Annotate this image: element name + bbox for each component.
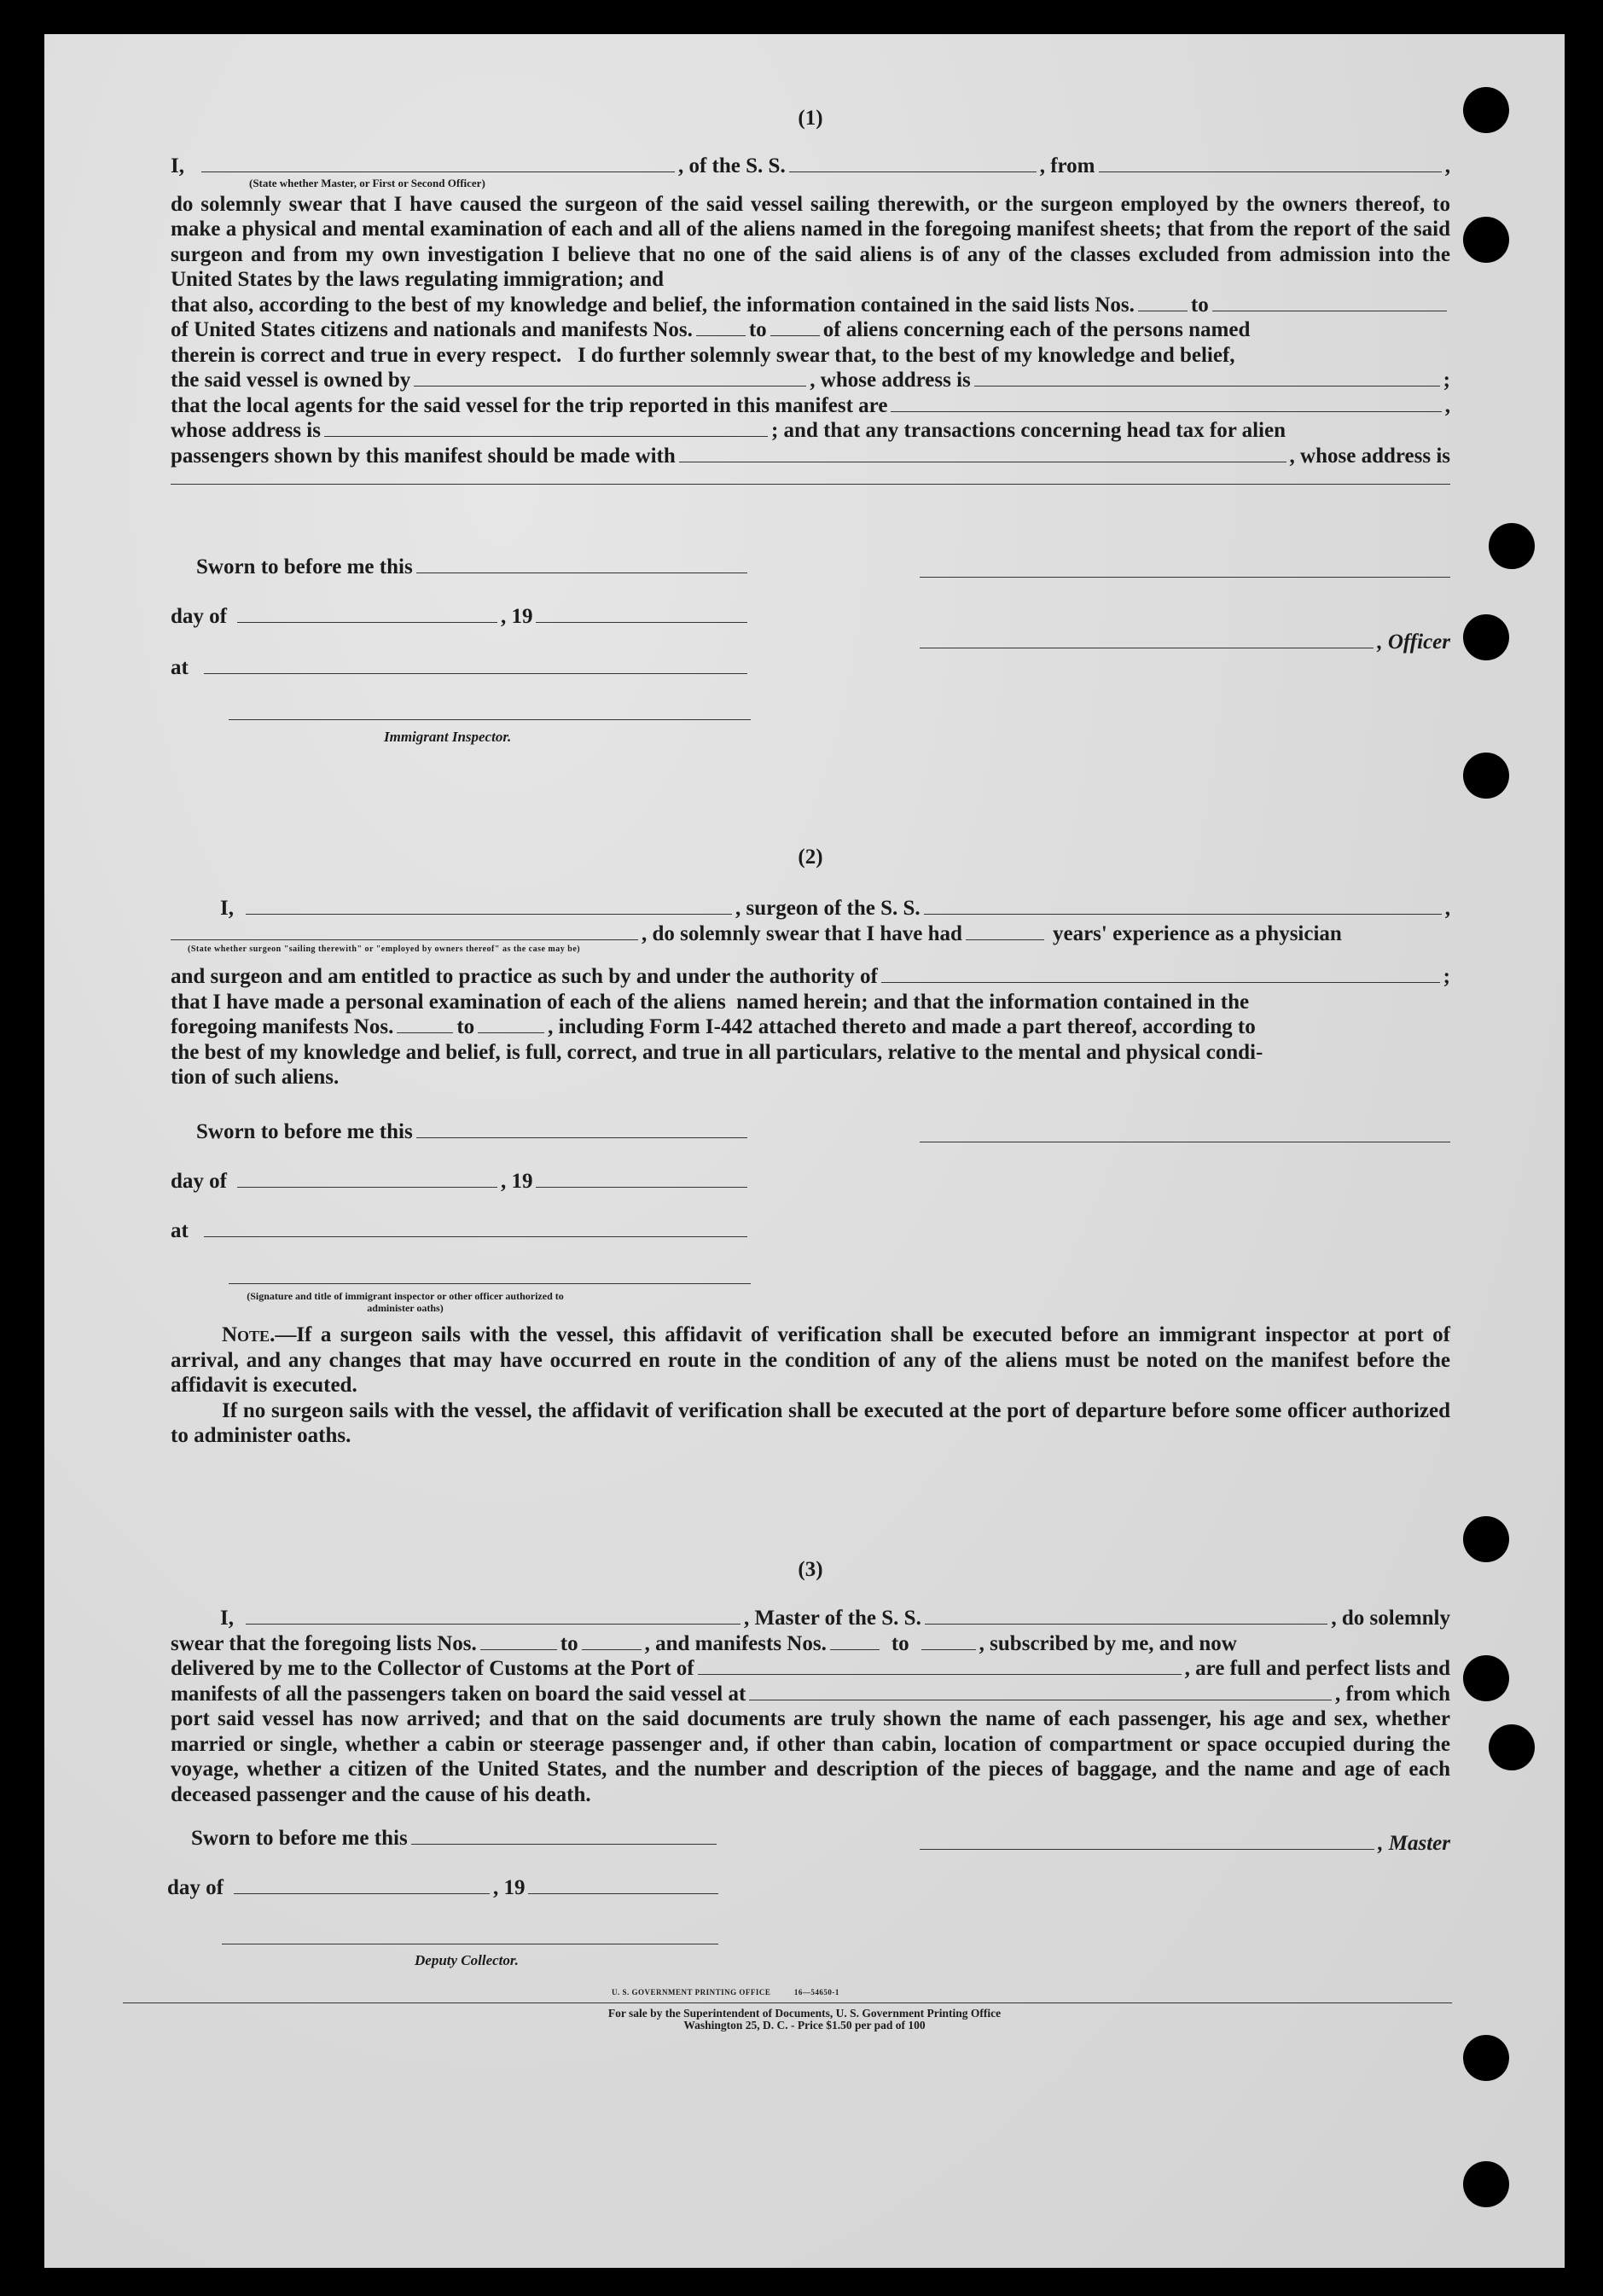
sale-line-2: Washington 25, D. C. - Price $1.50 per pad of 100 <box>683 2019 926 2032</box>
section-1-citizens-line <box>171 317 1450 343</box>
text: ; <box>1443 965 1450 988</box>
text: the said vessel is owned by <box>171 369 411 392</box>
text: , and manifests Nos. <box>644 1631 827 1655</box>
text: Sworn to before me this <box>196 555 413 578</box>
text: delivered by me to the Collector of Customs at the Port of <box>171 1657 694 1680</box>
note-block <box>171 1322 1450 1449</box>
text: to <box>456 1015 475 1038</box>
at-place-field-1[interactable] <box>204 658 747 674</box>
binder-hole-1 <box>1463 87 1509 133</box>
signature-note: (Signature and title of immigrant inspector or other officer authorized to administer oaths) <box>247 1290 564 1314</box>
text: , are full and perfect lists and <box>1184 1657 1450 1680</box>
manifests-to-field[interactable] <box>770 320 820 336</box>
deputy-label: Deputy Collector. <box>415 1952 519 1968</box>
text: at <box>171 656 189 679</box>
day-field-3[interactable] <box>234 1878 490 1894</box>
binder-hole-10 <box>1463 2161 1509 2207</box>
sworn-date-field-3[interactable] <box>411 1828 717 1845</box>
text: of United States citizens and nationals and manifests Nos. <box>171 318 693 341</box>
text: , <box>1444 393 1450 417</box>
section-2-line-2 <box>171 921 1450 947</box>
sale-notice <box>44 2008 1565 2032</box>
day-of-line-1 <box>171 604 751 630</box>
at-place-field-2[interactable] <box>204 1221 747 1237</box>
text: , Master of the S. S. <box>743 1607 921 1630</box>
master-vessel-field[interactable] <box>925 1608 1328 1625</box>
text: tion of such aliens. <box>171 1066 340 1089</box>
text: therein is correct and true in every respect. I do further solemnly swear that, to the best of my knowledge and belief, <box>171 343 1235 367</box>
authority-field[interactable] <box>881 967 1440 983</box>
years-experience-field[interactable] <box>966 924 1044 940</box>
section-1-correct-line <box>171 343 1450 369</box>
day-field-2[interactable] <box>237 1171 497 1188</box>
officer-label: , Officer <box>1377 631 1450 654</box>
text: day of <box>171 605 227 628</box>
lists-to-field[interactable] <box>1212 295 1447 311</box>
text: , 19 <box>500 605 533 628</box>
at-line-1 <box>171 655 751 681</box>
at-line-2 <box>171 1218 751 1244</box>
text: , 19 <box>500 1170 533 1193</box>
head-tax-contact-field[interactable] <box>679 446 1286 462</box>
day-field-1[interactable] <box>237 607 497 623</box>
master-signature-line <box>920 1831 1450 1857</box>
section-3-line-1 <box>171 1606 1450 1631</box>
text: , <box>1444 897 1450 920</box>
section-1-owned-line <box>171 368 1450 393</box>
text: passengers shown by this manifest should be made with <box>171 444 676 468</box>
sworn-line-2 <box>196 1119 751 1145</box>
section-1-body: do solemnly swear that I have caused the surgeon of the said vessel sailing therewith, or the surgeon employed by the owners thereof, to make a physical and mental examination of each and all of the aliens named in the foregoing manifest sheets; that from the report of the said surgeon and from my own investigation I believe that no one of the said aliens is of any of the classes excluded from admission into the United States by the laws regulating immigration; and <box>171 192 1450 291</box>
text: , subscribed by me, and now <box>979 1631 1237 1655</box>
text: , from which <box>1335 1682 1450 1706</box>
inspector-label: Immigrant Inspector. <box>384 729 512 745</box>
text: I, <box>220 897 234 920</box>
note-paragraph-1 <box>171 1322 1450 1398</box>
binder-hole-4 <box>1463 614 1509 660</box>
port-field[interactable] <box>698 1659 1182 1675</box>
year-field-3[interactable] <box>528 1878 718 1894</box>
lists-to-field-3[interactable] <box>582 1634 642 1650</box>
officer-signature-line[interactable] <box>920 577 1450 578</box>
binder-hole-9 <box>1463 2035 1509 2081</box>
section-1-passengers-line <box>171 444 1450 469</box>
master-label: , Master <box>1378 1832 1450 1855</box>
form-page <box>44 34 1565 2268</box>
text: , 19 <box>492 1876 526 1899</box>
master-signature-field[interactable] <box>920 1834 1374 1850</box>
text: to <box>748 318 767 341</box>
text: of aliens concerning each of the persons named <box>822 318 1251 341</box>
text: I, <box>171 154 184 177</box>
text: , <box>1444 154 1450 177</box>
authorized-officer-signature-line[interactable] <box>229 1283 751 1284</box>
text: , from <box>1039 154 1095 177</box>
note-label: Note. <box>222 1323 276 1346</box>
text: , do solemnly <box>1331 1607 1450 1630</box>
section-2-exam-line <box>171 990 1450 1015</box>
vessel-name-field[interactable] <box>789 156 1037 172</box>
sworn-line-1 <box>196 555 751 580</box>
section-1-lists-line <box>171 293 1450 318</box>
note-paragraph-2: If no surgeon sails with the vessel, the affidavit of verification shall be executed at the port of departure before some officer authorized to administer oaths. <box>171 1398 1450 1447</box>
text: , do solemnly swear that I have had <box>642 921 962 945</box>
manifests-from-field-3[interactable] <box>830 1634 880 1650</box>
text: , surgeon of the S. S. <box>735 897 921 920</box>
printing-office-line: U. S. GOVERNMENT PRINTING OFFICE 16—54650-1 <box>612 1988 839 1997</box>
owner-address-field[interactable] <box>974 370 1440 387</box>
sworn-line-3 <box>191 1826 720 1851</box>
owner-field[interactable] <box>414 370 806 387</box>
year-field-1[interactable] <box>536 607 747 623</box>
text: to <box>891 1631 909 1655</box>
text: Sworn to before me this <box>191 1827 408 1850</box>
manifests-from-field[interactable] <box>696 320 746 336</box>
text: , including Form I-442 attached thereto and made a part thereof, according to <box>548 1015 1256 1038</box>
officer-name-field[interactable] <box>201 156 675 172</box>
text: Sworn to before me this <box>196 1120 413 1143</box>
text: the best of my knowledge and belief, is full, correct, and true in all particulars, relative to the mental and physical condi- <box>171 1040 1263 1064</box>
lists-from-field[interactable] <box>1138 295 1188 311</box>
officer-line <box>920 630 1450 655</box>
section-3-line-4 <box>171 1682 1450 1707</box>
text: ; and that any transactions concerning head tax for alien <box>770 419 1286 442</box>
surgeon-note: (State whether surgeon "sailing therewith" or "employed by owners thereof" as the case may be) <box>188 945 581 954</box>
inspector-signature-line[interactable] <box>229 719 751 720</box>
agents-address-field[interactable] <box>324 421 768 437</box>
section-1-line-1 <box>171 154 1450 179</box>
section-2-foregoing-line <box>171 1014 1450 1040</box>
surgeon-status-field[interactable] <box>171 924 638 940</box>
officer-note: (State whether Master, or First or Second Officer) <box>249 176 485 189</box>
binder-hole-7 <box>1463 1655 1509 1701</box>
section-2-best-line <box>171 1040 1450 1066</box>
binder-hole-6 <box>1463 1516 1509 1562</box>
section-1-number: (1) <box>798 107 823 130</box>
from-port-field[interactable] <box>1099 156 1442 172</box>
sworn-date-field-1[interactable] <box>416 557 747 573</box>
text: , whose address is <box>810 369 971 392</box>
sworn-date-field-2[interactable] <box>416 1122 747 1138</box>
section-3-line-3 <box>171 1656 1450 1682</box>
text: that the local agents for the said vessel for the trip reported in this manifest are <box>171 393 888 417</box>
section-2-line-1 <box>171 896 1450 921</box>
text: day of <box>167 1876 224 1899</box>
foregoing-from-field[interactable] <box>397 1017 453 1033</box>
agents-field[interactable] <box>891 396 1441 412</box>
text: that also, according to the best of my knowledge and belief, the information contained in the said lists Nos. <box>171 293 1135 317</box>
officer-name-signature-field[interactable] <box>920 632 1374 648</box>
text: ; <box>1443 369 1450 392</box>
section-2-auth-line <box>171 964 1450 990</box>
section-1-agents-line <box>171 393 1450 419</box>
text: to <box>1190 293 1209 317</box>
manifests-to-field-3[interactable] <box>921 1634 976 1650</box>
boarding-port-field[interactable] <box>749 1684 1332 1700</box>
text: , of the S. S. <box>677 154 786 177</box>
text: years' experience as a physician <box>1052 921 1342 945</box>
text: whose address is <box>171 419 321 442</box>
year-field-2[interactable] <box>536 1171 747 1188</box>
foregoing-to-field[interactable] <box>478 1017 544 1033</box>
section-1-whose-line <box>171 418 1450 444</box>
text: that I have made a personal examination of each of the aliens named herein; and that the information contained in the <box>171 990 1250 1014</box>
text: to <box>560 1631 578 1655</box>
text: day of <box>171 1170 227 1193</box>
binder-hole-2 <box>1463 217 1509 263</box>
day-of-line-3 <box>167 1875 722 1901</box>
section-3-number: (3) <box>798 1558 823 1581</box>
text: and surgeon and am entitled to practice as such by and under the authority of <box>171 965 878 988</box>
master-name-field[interactable] <box>246 1608 741 1625</box>
section-3-line-2 <box>171 1631 1450 1657</box>
surgeon-vessel-field[interactable] <box>924 898 1442 915</box>
section-3-body: port said vessel has now arrived; and that on the said documents are truly shown the name of each passenger, his age and sex, whether married or single, whether a cabin or steerage passenger and, if other than cabin, location of compartment or space occupied during the voyage, whether a citizen of the United States, and the number and description of the pieces of baggage, and the name and age of each deceased passenger and the cause of his death. <box>171 1707 1450 1806</box>
sale-line-1: For sale by the Superintendent of Documents, U. S. Government Printing Office <box>607 2007 1002 2020</box>
binder-hole-3 <box>1489 523 1535 569</box>
head-tax-address-field[interactable] <box>171 468 1450 485</box>
note-text-1: —If a surgeon sails with the vessel, this affidavit of verification shall be executed before an immigrant inspector at port of arrival, and any changes that may have occurred en route in the condition of any of the aliens must be noted on the manifest before the affidavit is executed. <box>171 1323 1450 1397</box>
section-2-such-line <box>171 1065 1450 1090</box>
footer-divider <box>123 2002 1452 2003</box>
binder-hole-8 <box>1489 1724 1535 1770</box>
lists-from-field-3[interactable] <box>480 1634 557 1650</box>
text: swear that the foregoing lists Nos. <box>171 1631 477 1655</box>
text: manifests of all the passengers taken on board the said vessel at <box>171 1682 746 1706</box>
day-of-line-2 <box>171 1169 751 1195</box>
surgeon-name-field[interactable] <box>246 898 732 915</box>
text: I, <box>220 1607 234 1630</box>
section-2-number: (2) <box>798 846 823 869</box>
text: at <box>171 1219 189 1242</box>
binder-hole-5 <box>1463 753 1509 799</box>
text: , whose address is <box>1289 444 1450 468</box>
text: foregoing manifests Nos. <box>171 1015 394 1038</box>
